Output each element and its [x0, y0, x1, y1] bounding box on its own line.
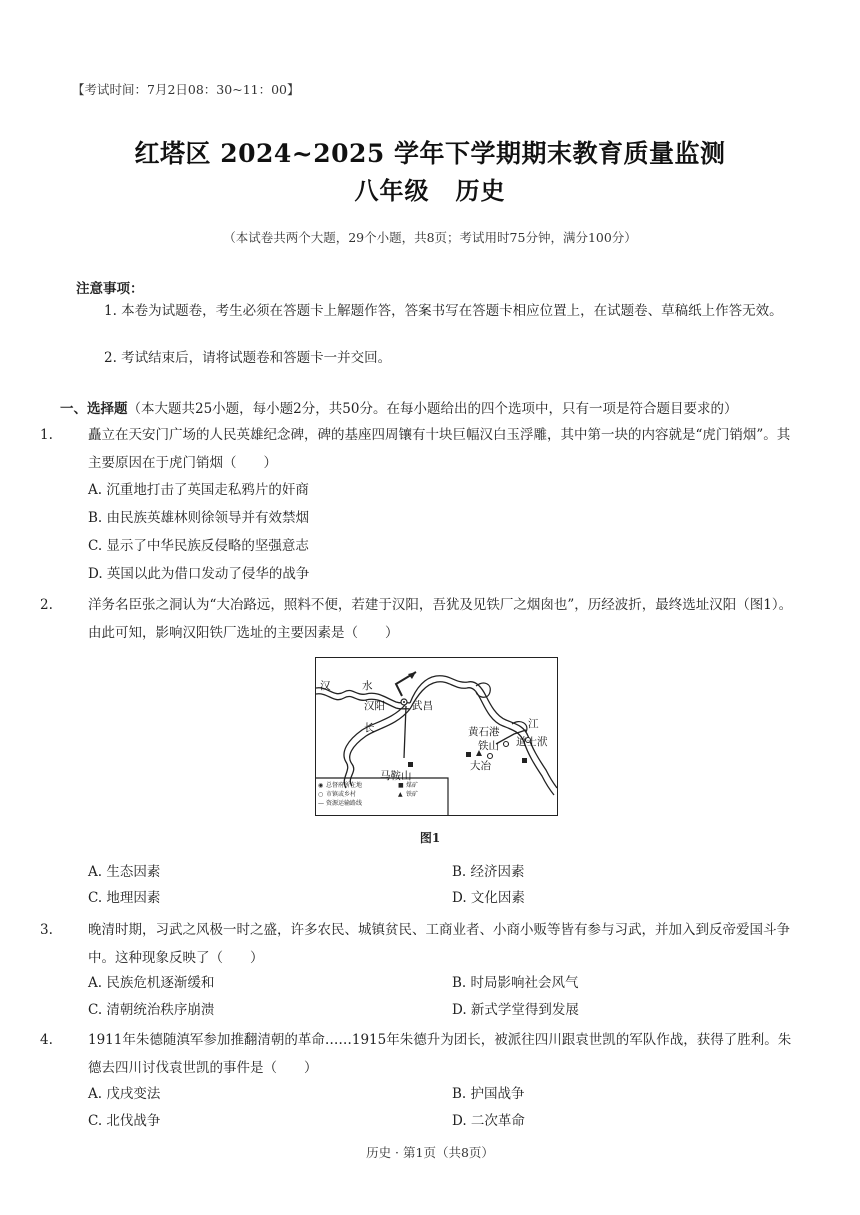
legend-capital: 总督府所在地: [326, 782, 363, 789]
option-c: C. 北伐战争: [88, 1113, 161, 1129]
page-footer: 历史 · 第1页（共8页）: [366, 1145, 494, 1160]
option-d: D. 新式学堂得到发展: [452, 1002, 579, 1018]
map-label-daye: 大冶: [470, 760, 491, 772]
map-figure: [315, 657, 558, 816]
grade-label: 八年级: [354, 176, 430, 205]
legend-route: 资源运输路线: [326, 800, 363, 807]
question-text: 晚清时期，习武之风极一时之盛，许多农民、城镇贫民、工商业者、小商小贩等皆有参与习武，并加入到反帝爱国斗争中。这种现象反映了（ ）: [88, 922, 790, 966]
coal-mine-2: [408, 762, 413, 767]
question-text: 1911年朱德随滇军参加推翻清朝的革命……1915年朱德升为团长，被派往四川跟袁世凯的军队作战，获得了胜利。朱德去四川讨伐袁世凯的事件是（ ）: [88, 1032, 792, 1076]
coal-mine-1: [466, 752, 471, 757]
question-stem: [40, 591, 796, 647]
map-label-chang: 长: [364, 722, 375, 734]
map-label-shui: 水: [362, 680, 373, 692]
map-label-jiang: 江: [528, 718, 539, 730]
option-d: D. 文化因素: [452, 890, 525, 906]
question-stem: [40, 421, 796, 477]
notice-item-1: 1. 本卷为试题卷，考生必须在答题卡上解题作答，答案书写在答题卡相应位置上，在试题卷、草稿纸上作答无效。: [104, 303, 783, 319]
map-label-maanshan: 马鞍山: [380, 770, 412, 782]
legend-coal: 煤矿: [406, 782, 419, 789]
map-label-huangshigang: 黄石港: [468, 726, 500, 738]
notice-item-2: 2. 考试结束后，请将试题卷和答题卡一并交回。: [104, 350, 392, 366]
route-arrow: [408, 672, 416, 679]
option-c: C. 地理因素: [88, 890, 161, 906]
question-number: 1.: [40, 427, 53, 443]
option-a: A. 戊戌变法: [88, 1086, 161, 1102]
option-a: A. 民族危机逐渐缓和: [88, 975, 215, 991]
page-subtitle: [0, 171, 860, 206]
question-2: [40, 591, 796, 647]
question-4: [40, 1026, 796, 1082]
map-label-daoshifu: 道士洑: [516, 736, 548, 748]
option-a: A. 沉重地打击了英国走私鸦片的奸商: [88, 482, 309, 498]
exam-info: （本试卷共两个大题，29个小题，共8页；考试用时75分钟，满分100分）: [223, 230, 637, 245]
legend-town: 市镇或乡村: [326, 791, 357, 798]
question-number: 4.: [40, 1032, 53, 1048]
map-label-tieshan: 铁山: [478, 740, 499, 752]
option-d: D. 英国以此为借口发动了侵华的战争: [88, 566, 310, 582]
page-title: 红塔区 2024~2025 学年下学期期末教育质量监测: [134, 139, 726, 168]
question-text: 洋务名臣张之洞认为“大冶路远，照料不便，若建于汉阳，吾犹及见铁厂之烟囱也”，历经波折，最终选址汉阳（图1）。由此可知，影响汉阳铁厂选址的主要因素是（ ）: [88, 597, 793, 641]
coal-mine-3: [522, 758, 527, 763]
question-text: 矗立在天安门广场的人民英雄纪念碑，碑的基座四周镶有十块巨幅汉白玉浮雕，其中第一块的内容就是“虎门销烟”。其主要原因在于虎门销烟（ ）: [88, 427, 791, 471]
option-b: B. 由民族英雄林则徐领导并有效禁烟: [88, 510, 310, 526]
section-heading: [60, 398, 737, 421]
question-number: 3.: [40, 922, 53, 938]
question-stem: [40, 916, 796, 972]
option-c: C. 清朝统治秩序崩溃: [88, 1002, 215, 1018]
map-legend: ◉ 总督府所在地 ■ 煤矿 ○ 市镇或乡村 ▲ 铁矿 — 资源运输路线: [318, 782, 419, 807]
legend-iron: 铁矿: [406, 791, 419, 798]
section-title: 一、选择题: [60, 401, 128, 417]
question-number: 2.: [40, 597, 53, 613]
option-c: C. 显示了中华民族反侵略的坚强意志: [88, 538, 309, 554]
tieshan-marker: [504, 742, 509, 747]
option-b: B. 经济因素: [452, 864, 525, 880]
map-label-han: 汉: [320, 680, 331, 692]
option-a: A. 生态因素: [88, 864, 161, 880]
option-d: D. 二次革命: [452, 1113, 525, 1129]
subject-label: 历史: [455, 176, 506, 205]
exam-time: 【考试时间：7月2日08：30~11：00】: [72, 82, 300, 97]
notice-heading: 注意事项：: [76, 281, 144, 297]
map-label-wuchang: 武昌: [412, 700, 433, 712]
map-label-hanyang: 汉阳: [364, 700, 385, 712]
figure-caption: 图1: [419, 831, 441, 845]
question-3: [40, 916, 796, 972]
question-stem: [40, 1026, 796, 1082]
section-desc: （本大题共25小题，每小题2分，共50分。在每小题给出的四个选项中，只有一项是符合题目要求的）: [127, 401, 738, 417]
option-b: B. 时局影响社会风气: [452, 975, 579, 991]
question-1: [40, 421, 796, 477]
option-b: B. 护国战争: [452, 1086, 525, 1102]
